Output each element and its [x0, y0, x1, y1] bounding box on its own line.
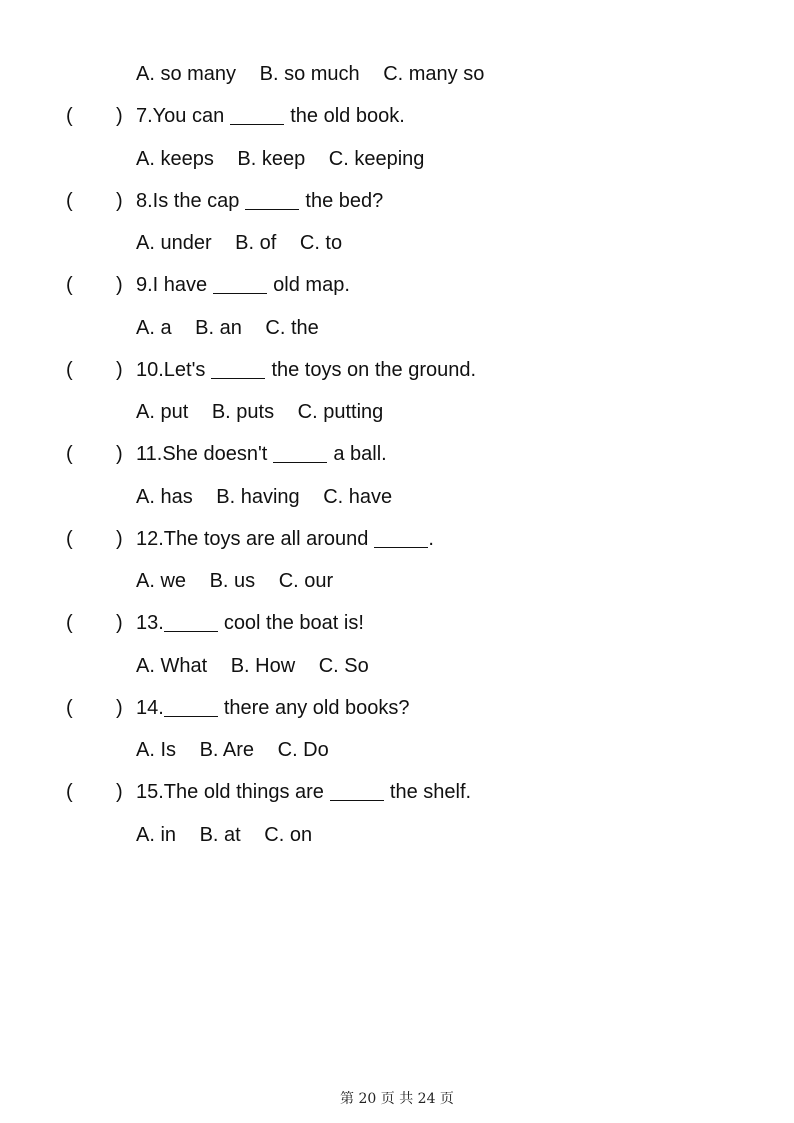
option-c: C. keeping	[328, 148, 425, 170]
option-c: C. the	[265, 317, 319, 339]
options-row	[136, 566, 351, 596]
option-c: C. to	[299, 232, 343, 254]
bracket-close: )	[116, 781, 123, 803]
option-b: B. puts	[211, 401, 275, 423]
answer-blank	[164, 630, 218, 632]
page-number-footer: 第 20 页 共 24 页	[340, 1091, 454, 1107]
option-a: A. Is	[136, 739, 177, 761]
option-c: C. on	[264, 824, 313, 846]
bracket-open: (	[66, 697, 73, 719]
bracket-close: )	[116, 105, 123, 127]
options-row	[136, 651, 387, 681]
question-stem: 15.The old things are	[136, 781, 324, 803]
question-stem: 9.I have	[136, 274, 208, 296]
answer-bracket[interactable]	[66, 524, 130, 554]
question-stem: 13.	[136, 612, 164, 634]
question-tail: old map.	[273, 274, 350, 296]
option-c: C. putting	[297, 401, 384, 423]
answer-bracket[interactable]	[66, 777, 130, 807]
question-text	[136, 608, 364, 638]
options-row	[136, 735, 347, 765]
option-b: B. at	[199, 824, 241, 846]
option-c: C. our	[278, 570, 334, 592]
answer-blank	[230, 123, 284, 125]
question-stem: 8.Is the cap	[136, 190, 240, 212]
option-b: B. an	[195, 317, 242, 339]
bracket-open: (	[66, 190, 73, 212]
option-b: B. us	[209, 570, 256, 592]
question-tail: the toys on the ground.	[271, 359, 477, 381]
option-c: C. many so	[383, 63, 485, 85]
question-stem: 14.	[136, 697, 164, 719]
answer-bracket[interactable]	[66, 101, 130, 131]
answer-blank	[273, 461, 327, 463]
options-row	[136, 397, 401, 427]
option-a: A. a	[136, 317, 172, 339]
bracket-open: (	[66, 274, 73, 296]
bracket-open: (	[66, 359, 73, 381]
option-b: B. of	[235, 232, 277, 254]
option-a: A. put	[136, 401, 189, 423]
option-c: C. Do	[277, 739, 329, 761]
bracket-close: )	[116, 697, 123, 719]
bracket-open: (	[66, 105, 73, 127]
question-stem: 7.You can	[136, 105, 225, 127]
answer-bracket[interactable]	[66, 186, 130, 216]
answer-blank	[374, 546, 428, 548]
option-b: B. keep	[237, 148, 306, 170]
bracket-open: (	[66, 612, 73, 634]
answer-bracket[interactable]	[66, 693, 130, 723]
options-row	[136, 144, 442, 174]
bracket-close: )	[116, 443, 123, 465]
question-text	[136, 186, 383, 216]
answer-bracket[interactable]	[66, 355, 130, 385]
option-a: A. What	[136, 655, 208, 677]
option-c: C. So	[318, 655, 369, 677]
answer-blank	[330, 799, 384, 801]
question-stem: 12.The toys are all around	[136, 528, 369, 550]
bracket-close: )	[116, 274, 123, 296]
bracket-close: )	[116, 612, 123, 634]
question-stem: 11.She doesn't	[136, 443, 268, 465]
question-tail: there any old books?	[223, 697, 410, 719]
bracket-close: )	[116, 528, 123, 550]
question-stem: 10.Let's	[136, 359, 206, 381]
question-text	[136, 101, 405, 131]
bracket-open: (	[66, 528, 73, 550]
bracket-close: )	[116, 359, 123, 381]
question-tail: the old book.	[290, 105, 405, 127]
question-text	[136, 439, 387, 469]
answer-bracket[interactable]	[66, 439, 130, 469]
question-text	[136, 693, 410, 723]
option-a: A. has	[136, 486, 193, 508]
question-tail: .	[428, 528, 434, 550]
option-c: C. have	[323, 486, 393, 508]
question-text	[136, 524, 434, 554]
answer-blank	[211, 377, 265, 379]
answer-blank	[164, 715, 218, 717]
question-tail: the bed?	[305, 190, 384, 212]
bracket-open: (	[66, 781, 73, 803]
option-a: A. under	[136, 232, 212, 254]
option-b: B. so much	[259, 63, 360, 85]
options-row	[136, 482, 410, 512]
option-a: A. in	[136, 824, 177, 846]
answer-blank	[213, 292, 267, 294]
option-a: A. so many	[136, 63, 237, 85]
options-row	[136, 820, 330, 850]
question-tail: a ball.	[333, 443, 387, 465]
question-text	[136, 270, 350, 300]
option-a: A. keeps	[136, 148, 214, 170]
question-tail: cool the boat is!	[223, 612, 364, 634]
question-text	[136, 355, 476, 385]
bracket-open: (	[66, 443, 73, 465]
answer-bracket[interactable]	[66, 270, 130, 300]
option-b: B. Are	[199, 739, 255, 761]
option-b: B. having	[216, 486, 300, 508]
options-row	[136, 313, 337, 343]
question-tail: the shelf.	[389, 781, 472, 803]
question-text	[136, 777, 471, 807]
option-a: A. we	[136, 570, 187, 592]
options-row	[136, 59, 502, 89]
answer-blank	[245, 208, 299, 210]
option-b: B. How	[230, 655, 296, 677]
options-row	[136, 228, 360, 258]
answer-bracket[interactable]	[66, 608, 130, 638]
bracket-close: )	[116, 190, 123, 212]
